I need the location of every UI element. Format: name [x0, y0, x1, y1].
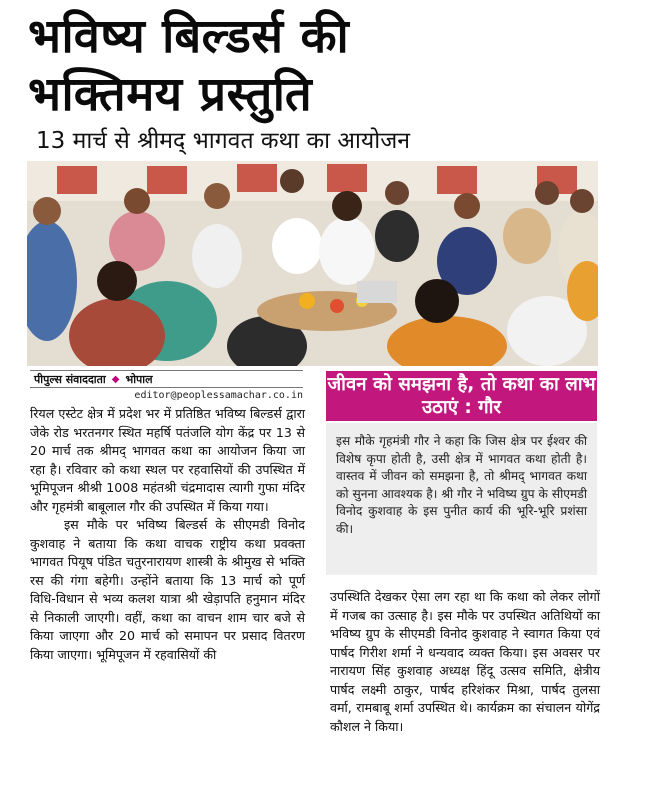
byline-email[interactable]: editor@peoplessamachar.co.in	[134, 390, 303, 401]
left-paragraph-2: इस मौके पर भविष्य बिल्डर्स के सीएमडी विनोद कुशवाह ने बताया कि कथा वाचक राष्ट्रीय कथा प्रवक्ता भागवत पियूष पंडित चतुरनारायण शास्त्री के श्रीमुख से भक्ति रस की गंगा बहेगी। उन्होंने बताया कि 13 मार्च को पूर्ण विधि-विधान से भव्य कलश यात्रा श्री खेड़ापति हनुमान मंदिर से निकाली जाएगी। वहीं, कथा का वाचन शाम चार बजे से किया जाएगा और 20 मार्च को समापन पर प्रसाद वितरण किया जाएगा। भूमिपूजन में रहवासियों की	[30, 517, 305, 662]
byline-city: भोपाल	[125, 372, 153, 386]
sidebar-box-title: जीवन को समझना है, तो कथा का लाभ उठाएं : गौर	[326, 371, 597, 421]
subheadline: 13 मार्च से श्रीमद् भागवत कथा का आयोजन	[36, 128, 411, 154]
right-column	[330, 588, 600, 736]
headline-line-2: भक्तिमय प्रस्तुति	[28, 67, 313, 122]
event-photo-illustration	[27, 161, 598, 366]
diamond-icon: ◆	[111, 373, 120, 385]
byline	[30, 370, 303, 402]
event-photo	[27, 161, 598, 366]
right-paragraph: उपस्थिति देखकर ऐसा लग रहा था कि कथा को लेकर लोगों में गजब का उत्साह है। इस मौके पर उपस्थित अतिथियों का भविष्य ग्रुप के सीएमडी विनोद कुशवाह ने स्वागत किया एवं पार्षद गिरीश शर्मा ने धन्यवाद व्यक्त किया। इस अवसर पर नारायण सिंह कुशवाह अध्यक्ष हिंदू उत्सव समिति, क्षेत्रीय पार्षद लक्ष्मी ठाकुर, पार्षद हरिशंकर मिश्रा, पार्षद तुलसा वर्मा, रामबाबू शर्मा उपस्थित थे। कार्यक्रम का संचालन योगेंद्र कौशल ने किया।	[330, 589, 600, 734]
sidebar-box-body: इस मौके गृहमंत्री गौर ने कहा कि जिस क्षेत्र पर ईश्वर की विशेष कृपा होती है, उसी क्षेत्र में भागवत कथा होती है। वास्तव में जीवन को समझना है, तो श्रीमद् भागवत कथा को सुनना आवश्यक है। श्री गौर ने भविष्य ग्रुप के सीएमडी विनोद कुशवाह के इस पुनीत कार्य की भूरि-भूरि प्रशंसा की।	[326, 423, 597, 575]
left-column	[30, 405, 305, 664]
headline	[28, 8, 638, 124]
byline-reporter: पीपुल्स संवाददाता	[34, 372, 106, 386]
left-paragraph-1: रियल एस्टेट क्षेत्र में प्रदेश भर में प्रतिष्ठित भविष्य बिल्डर्स द्वारा जेके रोड भरतनगर स्थित महर्षि पतंजलि योग केंद्र पर 13 से 20 मार्च तक श्रीमद् भागवत कथा का आयोजन किया जा रहा है। रविवार को कथा स्थल पर रहवासियों की उपस्थित में भूमिपूजन श्रीश्री 1008 महंतश्री चंद्रमादास त्यागी गुफा मंदिर और गृहमंत्री बाबूलाल गौर की उपस्थित में किया गया।	[30, 406, 305, 514]
headline-line-1: भविष्य बिल्डर्स की	[28, 9, 350, 64]
